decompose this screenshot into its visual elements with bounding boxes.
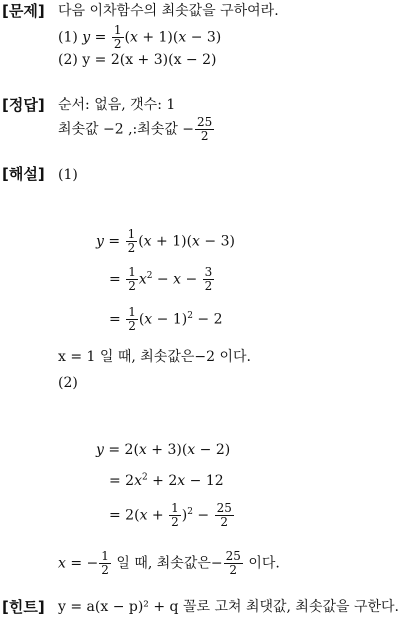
answer-line2 [58,116,215,143]
answer-min-text: 최솟값 −2 ,:최솟값 − [58,121,195,138]
answer-line1: 순서: 없음, 갯수: 1 [58,97,176,113]
result2-text: 일 때, 최솟값은− [116,555,223,572]
problem-intro: 다음 이차함수의 최솟값을 구하여라. [58,3,279,19]
step1-line2: = $\frac{1}{2}$ $x^2 - x$ − $\frac{3}{2}$ [109,265,213,293]
problem-label: [문제] [2,2,45,20]
explanation-part2-label: (2) [58,375,78,391]
answer-fraction: $\frac{25}{2}$ [197,115,213,143]
part2-prefix: (2) [58,52,78,68]
hint-text: y = a(x − p)² + q 꼴로 고쳐 최댓값, 최솟값을 구한다. [58,599,399,615]
part1-prefix: (1) [58,29,78,46]
problem-part2 [58,51,216,69]
step2-line2: = $2x^2 + 2x - 12$ [109,472,224,489]
step1-line1: y = $\frac{1}{2}$ (x + 1)(x − 3) [96,227,235,255]
hint-label: [힌트] [2,598,45,616]
explanation-label: [해설] [2,165,45,183]
part2-expression: y = 2(x + 3)(x − 2) [82,52,217,68]
problem-part1: (1) y = $\frac{1}{2}$ (x + 1)(x − 3) [58,23,222,51]
result2-end: 이다. [248,555,280,572]
step2-line3: = 2(x + $\frac{1}{2}$ )$^2$ − $\frac{25}{2}$ [109,501,232,529]
fraction-half: $\frac{1}{2}$ [113,23,122,51]
step2-line1: y = 2(x + 3)(x − 2) [96,442,231,458]
step1-line3: = $\frac{1}{2}$ $(x - 1)^2 - 2$ [109,305,223,333]
explanation-result2: x = − $\frac{1}{2}$ 일 때, 최솟값은− $\frac{25}{2}$ 이다. [58,549,280,577]
explanation-part1-label: (1) [58,167,78,183]
explanation-result1: x = 1 일 때, 최솟값은−2 이다. [58,349,251,365]
answer-label: [정답] [2,96,45,114]
